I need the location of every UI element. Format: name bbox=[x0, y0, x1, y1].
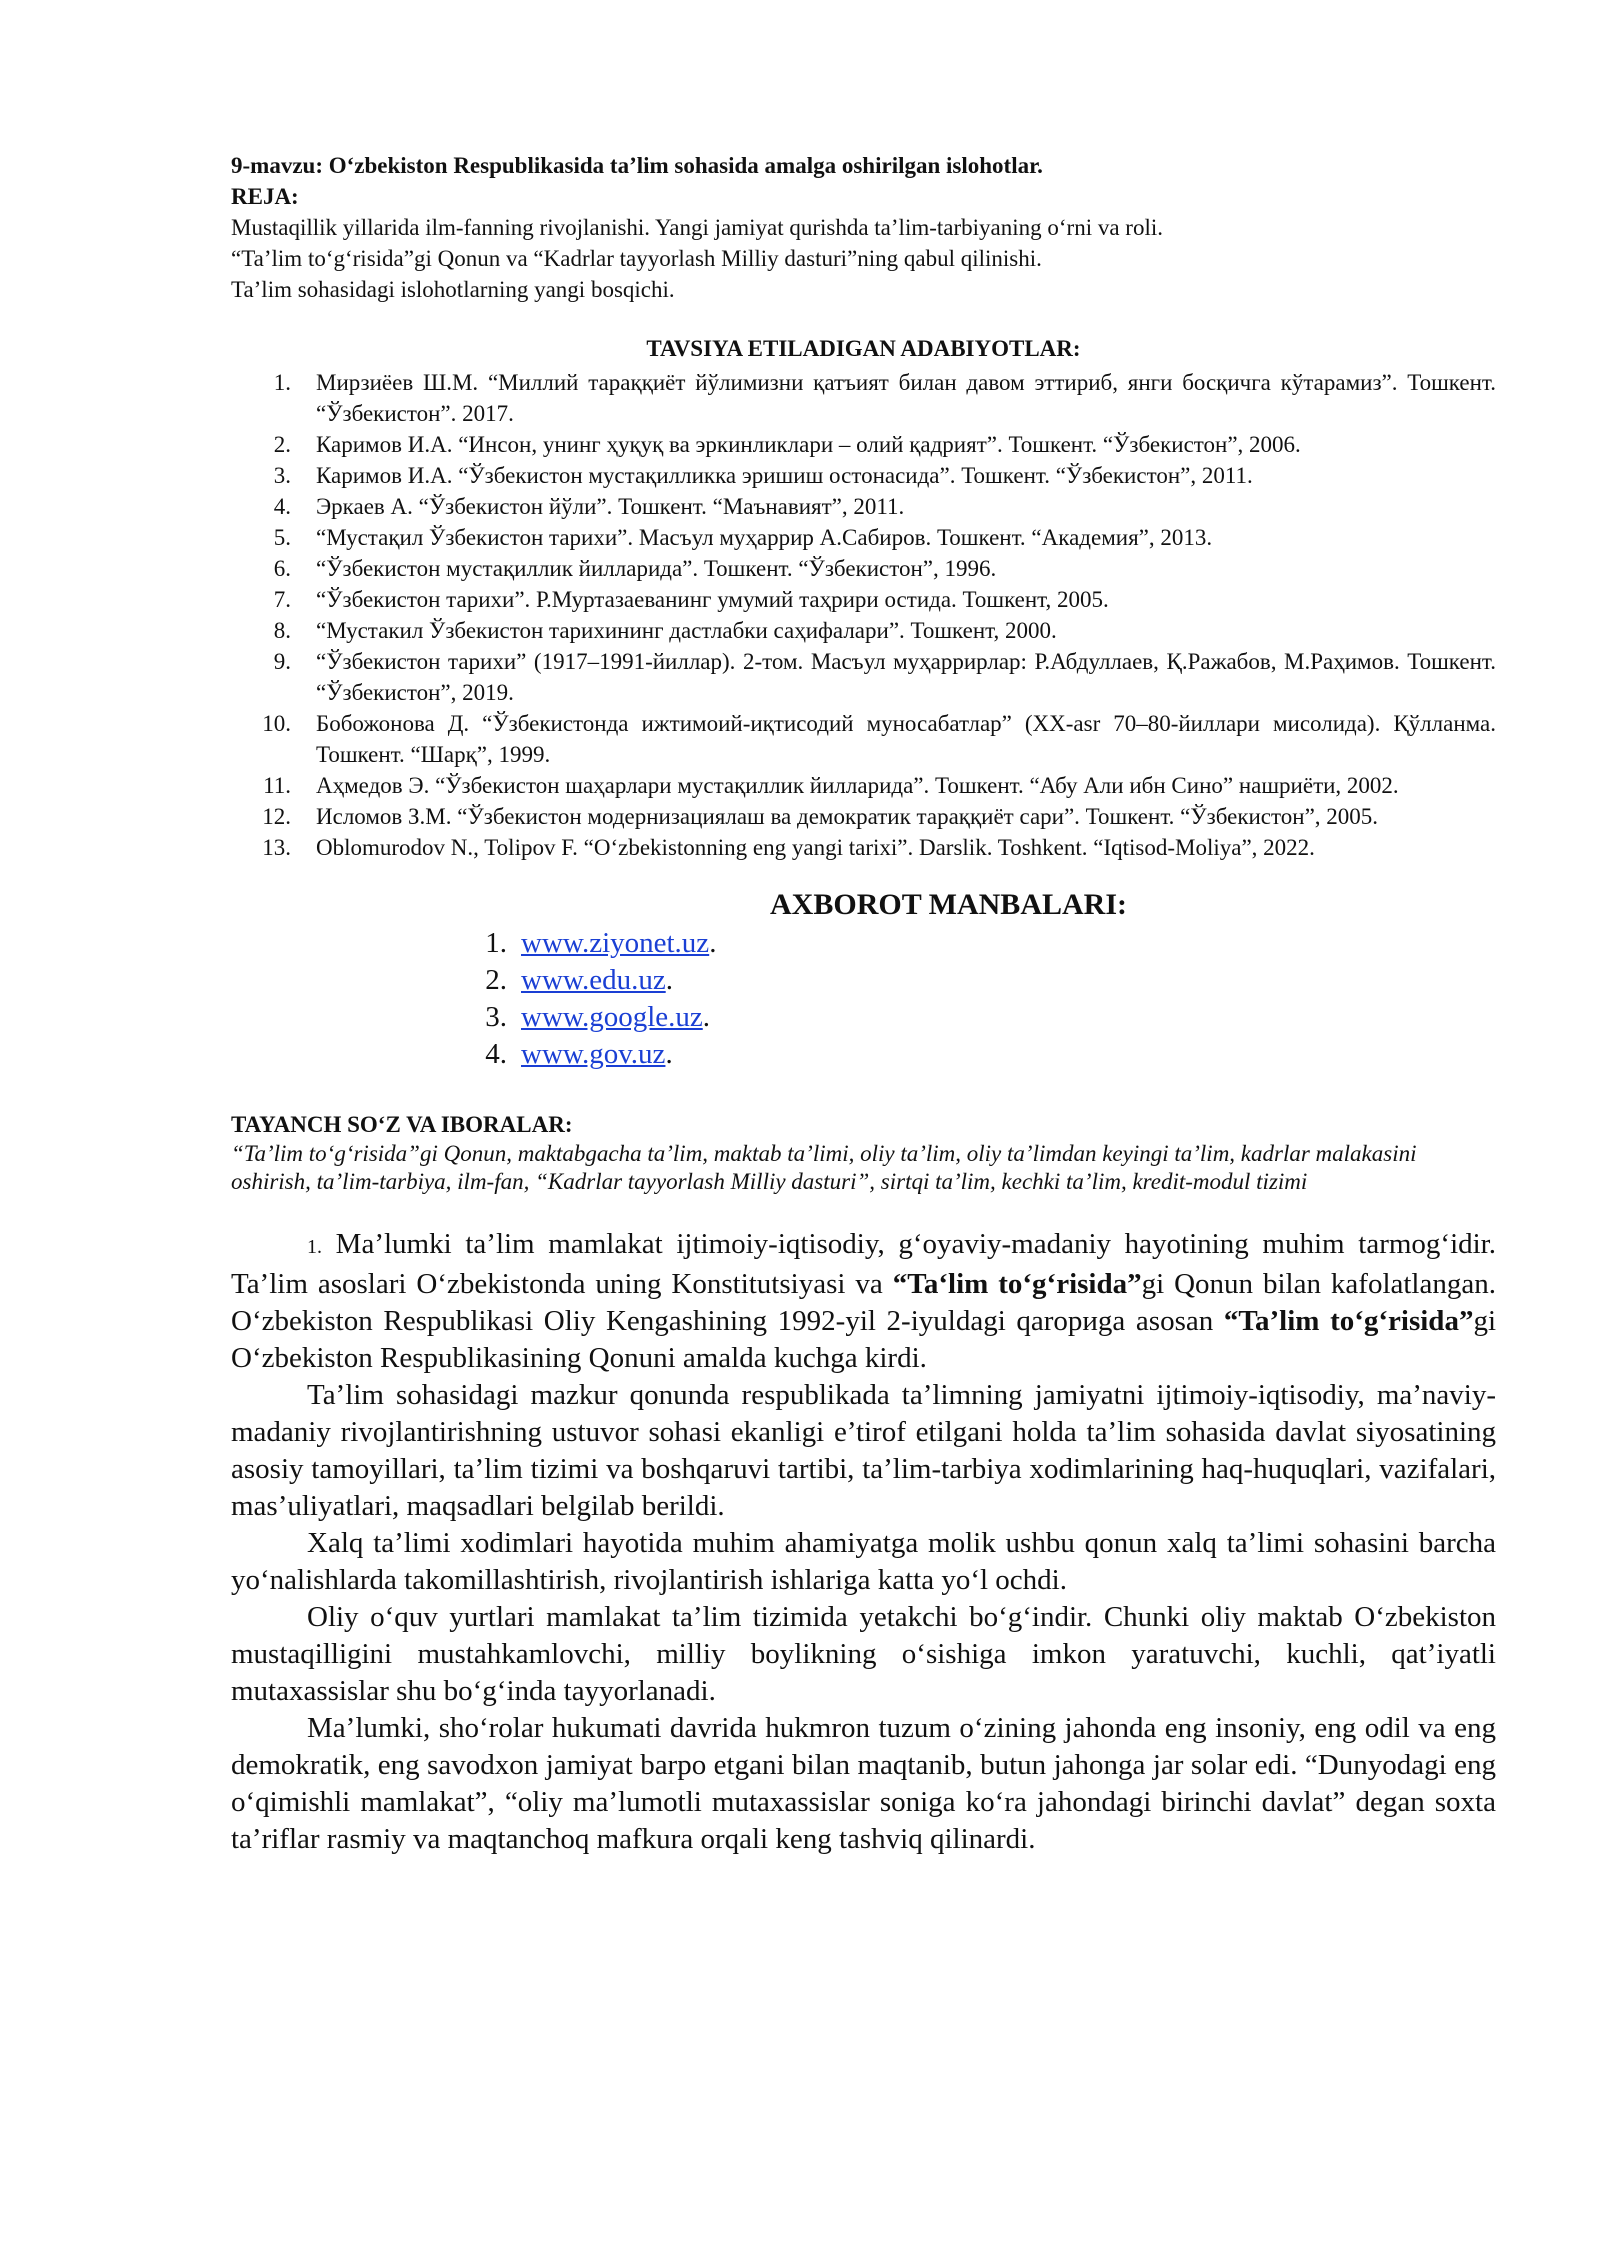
reference-item bbox=[273, 553, 1496, 584]
reference-text: “Мустакил Ўзбекистон тарихининг дастлабки саҳифалари”. Тошкент, 2000. bbox=[316, 618, 1057, 643]
reference-item bbox=[273, 646, 1496, 708]
reference-item bbox=[263, 770, 1496, 801]
paragraph-text: gi O‘zbekiston Respublikasining Qonuni amalda kuchga kirdi. bbox=[231, 1305, 1497, 1374]
reference-text: “Ўзбекистон мустақиллик йилларида”. Тошкент. “Ўзбекистон”, 1996. bbox=[316, 556, 997, 581]
reference-item bbox=[262, 801, 1496, 832]
link-ziyonet[interactable]: www.ziyonet.uz bbox=[521, 927, 710, 959]
law-name-bold: “Ta’lim to‘g‘risida” bbox=[1223, 1305, 1474, 1337]
plan-item: Ta’lim sohasidagi islohotlarning yangi bosqichi. bbox=[231, 277, 675, 302]
info-source-number: 3. bbox=[485, 1001, 507, 1033]
reference-text: Исломов З.М. “Ўзбекистон модернизациялаш ва демократик тараққиёт сари”. Тошкент. “Ўзбекистон”, 2005. bbox=[316, 804, 1379, 829]
info-source-number: 4. bbox=[485, 1038, 507, 1070]
reference-text: Аҳмедов Э. “Ўзбекистон шаҳарлари мустақиллик йилларида”. Тошкент. “Абу Али ибн Сино” нашриёти, 2002. bbox=[316, 773, 1399, 798]
info-source-number: 1. bbox=[485, 927, 507, 959]
reference-text: Каримов И.А. “Инсон, унинг ҳуқуқ ва эркинликлари – олий қадрият”. Тошкент. “Ўзбекистон”, 2006. bbox=[316, 432, 1301, 457]
reference-item bbox=[262, 832, 1496, 863]
reference-number: 4. bbox=[273, 494, 291, 519]
body-text bbox=[231, 1226, 1496, 1858]
topic-title: 9-mavzu: O‘zbekiston Respublikasida ta’lim sohasida amalga oshirilgan islohotlar. bbox=[231, 153, 1043, 178]
reference-number: 6. bbox=[273, 556, 291, 581]
info-source-number: 2. bbox=[485, 964, 507, 996]
link-suffix: . bbox=[702, 1001, 710, 1033]
paragraph-text: Ma’lumki ta’lim mamlakat ijtimoiy-iqtisodiy, g‘oyaviy-madaniy hayotining muhim tarmog‘idir. Ta’lim asoslari O‘zbekistonda uning Konstitutsiyasi va bbox=[231, 1228, 1496, 1300]
document-page bbox=[231, 150, 1496, 1858]
reference-text: “Ўзбекистон тарихи” (1917–1991-йиллар). 2-том. Масъул муҳаррирлар: Р.Абдуллаев, Қ.Ражабов, М.Раҳимов. Тошкент. “Ўзбекистон”, 2019. bbox=[316, 649, 1496, 705]
reference-item bbox=[273, 615, 1496, 646]
reference-number: 10. bbox=[262, 711, 291, 736]
link-suffix: . bbox=[709, 927, 717, 959]
reference-text: Бобожонова Д. “Ўзбекистонда ижтимоий-иқтисодий муносабатлар” (XX-asr 70–80-йиллари мисолида). Қўлланма. Тошкент. “Шарқ”, 1999. bbox=[316, 711, 1496, 767]
body-paragraph-5: Ma’lumki, sho‘rolar hukumati davrida hukmron tuzum o‘zining jahonda eng insoniy, eng odil va eng demokratik, eng savodxon jamiyat barpo etgani bilan maqtanib, butun jahonga jar solar edi. “Dunyodagi eng o‘qimishli mamlakat”, “oliy ma’lumotli mutaxassislar soniga ko‘ra jahondagi birinchi davlat” degan soxta ta’riflar rasmiy va maqtanchoq mafkura orqali keng tashviq qilinardi. bbox=[231, 1712, 1496, 1855]
info-source-item bbox=[485, 962, 1496, 999]
law-name-bold: “Ta‘lim to‘g‘risida” bbox=[892, 1268, 1142, 1300]
body-paragraph-4: Oliy o‘quv yurtlari mamlakat ta’lim tizimida yetakchi bo‘g‘indir. Chunki oliy maktab O‘zbekiston mustaqilligini mustahkamlovchi, milliy boylikning o‘sishiga imkon yaratuvchi, kuchli, qat’iyatli mutaxassislar shu bo‘g‘inda tayyorlanadi. bbox=[231, 1601, 1496, 1707]
plan-item: Mustaqillik yillarida ilm-fanning rivojlanishi. Yangi jamiyat qurishda ta’lim-tarbiyaning o‘rni va roli. bbox=[231, 215, 1163, 240]
plan-label: REJA: bbox=[231, 184, 299, 209]
reference-item bbox=[273, 491, 1496, 522]
reference-number: 2. bbox=[273, 432, 291, 457]
reference-number: 5. bbox=[273, 525, 291, 550]
link-edu[interactable]: www.edu.uz bbox=[521, 964, 666, 996]
reference-item bbox=[273, 367, 1496, 429]
info-source-item bbox=[485, 925, 1496, 962]
reference-number: 3. bbox=[273, 463, 291, 488]
info-sources-heading: AXBOROT MANBALARI: bbox=[770, 888, 1127, 921]
reference-text: “Мустақил Ўзбекистон тарихи”. Масъул муҳаррир А.Сабиров. Тошкент. “Академия”, 2013. bbox=[316, 525, 1213, 550]
paragraph-number: 1. bbox=[307, 1236, 322, 1258]
link-gov[interactable]: www.gov.uz bbox=[521, 1038, 666, 1070]
reference-item bbox=[273, 429, 1496, 460]
reference-text: “Ўзбекистон тарихи”. Р.Муртазаеванинг умумий таҳрири остида. Тошкент, 2005. bbox=[316, 587, 1109, 612]
reference-item bbox=[262, 708, 1496, 770]
references-heading: TAVSIYA ETILADIGAN ADABIYOTLAR: bbox=[646, 336, 1081, 361]
keywords-text: “Ta’lim to‘g‘risida”gi Qonun, maktabgacha ta’lim, maktab ta’limi, oliy ta’lim, oliy ta’limdan keyingi ta’lim, kadrlar malakasini oshirish, ta’lim-tarbiya, ilm-fan, “Kadrlar tayyorlash Milliy dasturi”, sirtqi ta’lim, kechki ta’lim, kredit-modul tizimi bbox=[231, 1141, 1417, 1194]
reference-text: Мирзиёев Ш.М. “Миллий тараққиёт йўлимизни қатъият билан давом эттириб, янги босқичга кўтарамиз”. Тошкент. “Ўзбекистон”. 2017. bbox=[316, 370, 1496, 426]
plan-item: “Ta’lim to‘g‘risida”gi Qonun va “Kadrlar tayyorlash Milliy dasturi”ning qabul qilinishi. bbox=[231, 246, 1042, 271]
reference-number: 9. bbox=[273, 649, 291, 674]
reference-item bbox=[273, 584, 1496, 615]
link-google[interactable]: www.google.uz bbox=[521, 1001, 703, 1033]
reference-item bbox=[273, 460, 1496, 491]
reference-number: 12. bbox=[262, 804, 291, 829]
paragraph-text: gi Qonun bilan kafolatlangan. O‘zbekiston Respublikasi Oliy Kengashining 1992-yil 2-iyuldagi qarориga asosan bbox=[231, 1268, 1496, 1337]
reference-number: 1. bbox=[273, 370, 291, 395]
body-paragraph-3: Xalq ta’limi xodimlari hayotida muhim ahamiyatga molik ushbu qonun xalq ta’limi sohasini barcha yo‘nalishlarda takomillashtirish, rivojlantirish ishlariga katta yo‘l ochdi. bbox=[231, 1527, 1496, 1596]
reference-number: 11. bbox=[263, 773, 291, 798]
info-source-item bbox=[485, 999, 1496, 1036]
body-paragraph-1 bbox=[231, 1226, 1496, 1377]
references-list bbox=[231, 367, 1496, 863]
reference-text: Oblomurodov N., Tolipov F. “O‘zbekistonning eng yangi tarixi”. Darslik. Toshkent. “Iqtisod-Moliya”, 2022. bbox=[316, 835, 1315, 860]
reference-text: Эркаев А. “Ўзбекистон йўли”. Тошкент. “Маънавият”, 2011. bbox=[316, 494, 905, 519]
reference-item bbox=[273, 522, 1496, 553]
reference-number: 8. bbox=[273, 618, 291, 643]
info-sources-list bbox=[231, 925, 1496, 1073]
reference-number: 13. bbox=[262, 835, 291, 860]
body-paragraph-2: Ta’lim sohasidagi mazkur qonunda respublikada ta’limning jamiyatni ijtimoiy-iqtisodiy, ma’naviy-madaniy rivojlantirishning ustuvor sohasi ekanligi e’tirof etilgani holda ta’lim sohasida davlat siyosatining asosiy tamoyillari, ta’lim tizimi va boshqaruvi tartibi, ta’lim-tarbiya xodimlarining haq-huquqlari, vazifalari, mas’uliyatlari, maqsadlari belgilab berildi. bbox=[231, 1379, 1496, 1522]
reference-number: 7. bbox=[273, 587, 291, 612]
link-suffix: . bbox=[665, 1038, 673, 1070]
reference-text: Каримов И.А. “Ўзбекистон мустақилликка эришиш остонасида”. Тошкент. “Ўзбекистон”, 2011. bbox=[316, 463, 1253, 488]
keywords-heading: TAYANCH SO‘Z VA IBORALAR: bbox=[231, 1112, 573, 1137]
link-suffix: . bbox=[665, 964, 673, 996]
info-source-item bbox=[485, 1036, 1496, 1073]
